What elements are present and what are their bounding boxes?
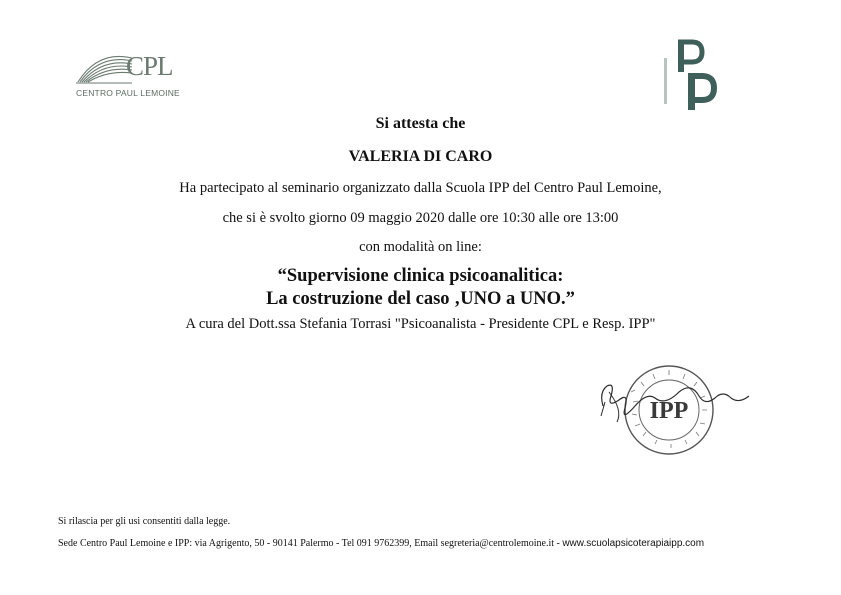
stamp-center-text: IPP <box>649 398 689 424</box>
certificate-heading: Si attesta che <box>375 115 466 132</box>
recipient-name: VALERIA DI CARO <box>348 148 493 165</box>
seminar-title-line2: La costruzione del caso ‚UNO a UNO.” <box>266 289 575 309</box>
legal-note: Si rilascia per gli usi consentiti dalla legge. <box>58 516 231 527</box>
stamp-icon <box>595 362 755 462</box>
seminar-title-line1: “Supervisione clinica psicoanalitica: <box>277 266 564 286</box>
ipp-monogram-icon <box>662 38 722 112</box>
footer-address-text: Sede Centro Paul Lemoine e IPP: via Agrigento, 50 - 90141 Palermo - Tel 091 9762399, Email segreteria@centrolemoine.it - <box>58 538 563 549</box>
curator-line: A cura del Dott.ssa Stefania Torrasi "Psicoanalista - Presidente CPL e Resp. IPP" <box>185 316 656 332</box>
footer-website-link[interactable]: www.scuolapsicoterapiaipp.com <box>562 538 705 549</box>
signature-stamp <box>595 362 755 462</box>
cpl-initials: CPL <box>126 51 173 81</box>
footer-address <box>58 538 704 549</box>
ipp-logo <box>662 38 722 112</box>
cpl-arch-icon <box>74 48 134 90</box>
cpl-logo <box>74 48 180 100</box>
participation-line: Ha partecipato al seminario organizzato dalla Scuola IPP del Centro Paul Lemoine, <box>179 180 662 196</box>
cpl-caption: CENTRO PAUL LEMOINE <box>76 88 180 98</box>
mode-line: con modalità on line: <box>359 239 482 255</box>
date-line: che si è svolto giorno 09 maggio 2020 dalle ore 10:30 alle ore 13:00 <box>222 210 619 226</box>
